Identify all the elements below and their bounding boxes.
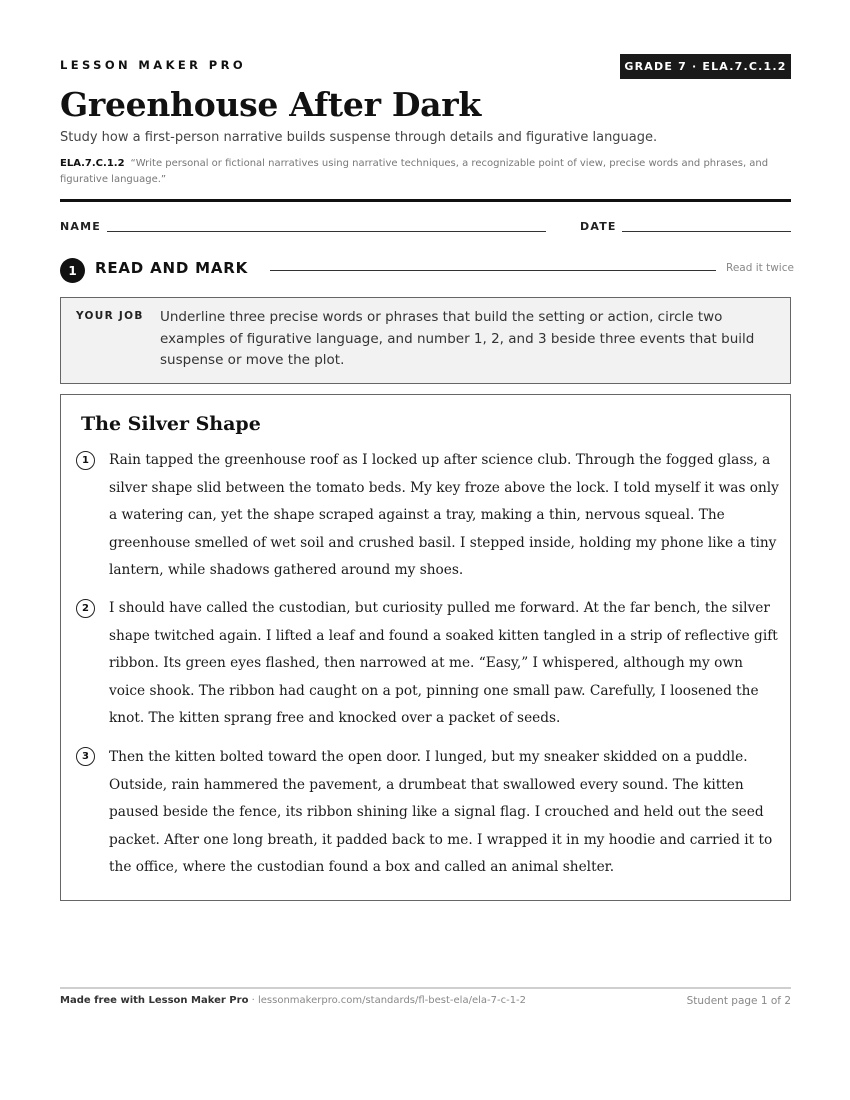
section-number-badge: 1 <box>60 258 85 283</box>
paragraph-number: 3 <box>76 747 95 766</box>
paragraph-number: 1 <box>76 451 95 470</box>
section-title: READ AND MARK <box>95 259 249 277</box>
page-title: Greenhouse After Dark <box>60 85 481 124</box>
footer-credit <box>60 995 526 1006</box>
date-field[interactable] <box>622 231 791 232</box>
story-title: The Silver Shape <box>81 413 261 435</box>
standard-text: “Write personal or fictional narratives using narrative techniques, a recognizable point of view, precise words and phrases, and figurative language.” <box>60 158 769 185</box>
standard-description <box>60 156 780 188</box>
standard-code: ELA.7.C.1.2 <box>60 158 125 169</box>
section-note: Read it twice <box>726 262 794 274</box>
brand-name: LESSON MAKER PRO <box>60 58 247 72</box>
name-label: NAME <box>60 220 101 233</box>
grade-badge: GRADE 7 · ELA.7.C.1.2 <box>620 54 791 79</box>
instructions-box <box>60 297 791 384</box>
paragraph-number: 2 <box>76 599 95 618</box>
story-paragraph: Rain tapped the greenhouse roof as I locked up after science club. Through the fogged glass, a silver shape slid between the tomato beds. My key froze above the lock. I told myself it was only a watering can, yet the shape scraped against a tray, making a thin, nervous squeal. The greenhouse smelled of wet soil and crushed basil. I stepped inside, holding my phone like a tiny lantern, while shadows gathered around my shoes. <box>109 452 779 579</box>
section-divider <box>270 270 716 271</box>
story-paragraph: I should have called the custodian, but curiosity pulled me forward. At the far bench, the silver shape twitched again. I lifted a leaf and found a soaked kitten tangled in a strip of reflective gift ribbon. Its green eyes flashed, then narrowed at me. “Easy,” I whispered, although my own voice shook. The ribbon had caught on a pot, pinning one small paw. Carefully, I loosened the knot. The kitten sprang free and knocked over a packet of seeds. <box>109 600 778 727</box>
page-subtitle: Study how a first-person narrative builds suspense through details and figurative language. <box>60 130 658 145</box>
name-field[interactable] <box>107 231 546 232</box>
story-paragraph: Then the kitten bolted toward the open door. I lunged, but my sneaker skidded on a puddle. Outside, rain hammered the pavement, a drumbeat that swallowed every sound. The kitten paused beside the fence, its ribbon shining like a signal flag. I crouched and held out the seed packet. After one long breath, it padded back to me. I wrapped it in my hoodie and carried it to the office, where the custodian found a box and called an animal shelter. <box>109 749 773 876</box>
instructions-label: YOUR JOB <box>76 310 144 322</box>
footer-made-with: Made free with Lesson Maker Pro <box>60 995 249 1006</box>
footer-separator: · <box>248 995 258 1006</box>
footer-divider <box>60 987 791 989</box>
story-passage <box>60 394 791 901</box>
footer-url[interactable]: lessonmakerpro.com/standards/fl-best-ela/ela-7-c-1-2 <box>257 995 527 1006</box>
date-label: DATE <box>580 220 617 233</box>
page-number: Student page 1 of 2 <box>686 995 791 1007</box>
header-divider <box>60 199 791 202</box>
instructions-text: Underline three precise words or phrases that build the setting or action, circle two examples of figurative language, and number 1, 2, and 3 beside three events that build suspense or move the plot. <box>160 309 755 368</box>
